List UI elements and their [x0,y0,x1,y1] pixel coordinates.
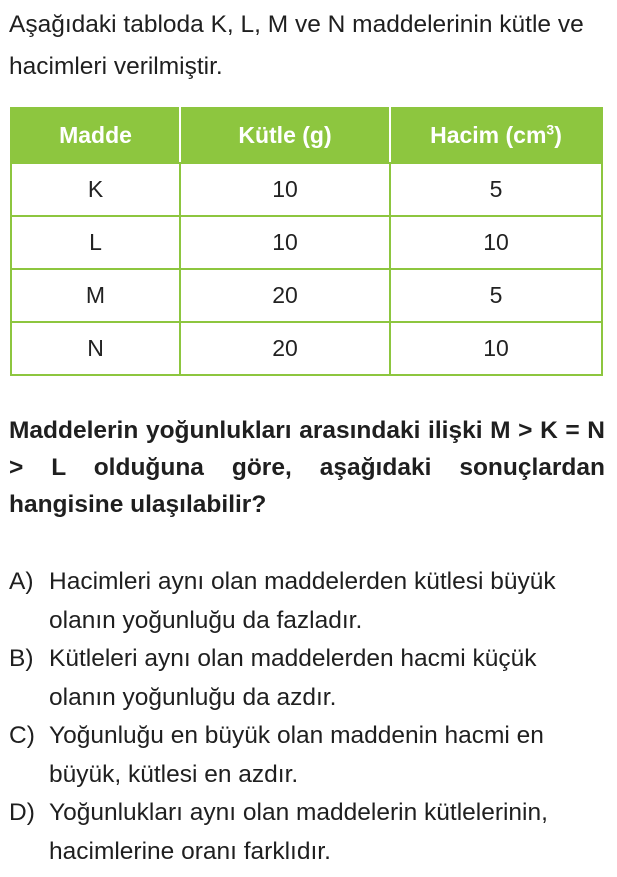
cell-hacim: 5 [390,163,602,216]
cell-madde: N [11,322,180,375]
cell-madde: L [11,216,180,269]
header-kutle: Kütle (g) [180,108,390,163]
option-b[interactable] [9,640,609,717]
cell-hacim: 10 [390,322,602,375]
option-c[interactable] [9,717,609,794]
cell-kutle: 20 [180,322,390,375]
option-letter: D) [9,799,35,826]
table-row [11,163,602,216]
table-header-row [11,108,602,163]
cell-madde: K [11,163,180,216]
option-letter: A) [9,568,34,595]
table-row [11,269,602,322]
option-text: Hacimleri aynı olan maddelerden kütlesi büyük olanın yoğunluğu da fazladır. [49,568,556,634]
header-hacim-label: Hacim (cm [430,122,547,148]
option-text: Yoğunluğu en büyük olan maddenin hacmi en büyük, kütlesi en azdır. [49,722,544,788]
option-letter: B) [9,645,34,672]
cell-hacim: 5 [390,269,602,322]
header-hacim-close: ) [554,122,562,148]
cell-hacim: 10 [390,216,602,269]
option-letter: C) [9,722,35,749]
question-text: Maddelerin yoğunlukları arasındaki ilişki M > K = N > L olduğuna göre, aşağıdaki sonuçlardan hangisine ulaşılabilir? [9,417,605,518]
option-d[interactable] [9,794,609,871]
option-text: Yoğunlukları aynı olan maddelerin kütlelerinin, hacimlerine oranı farklıdır. [49,799,548,865]
cell-madde: M [11,269,180,322]
header-hacim [390,108,602,163]
intro-text: Aşağıdaki tabloda K, L, M ve N maddelerinin kütle ve hacimleri verilmiştir. [9,11,584,80]
answer-options [9,563,609,871]
table-row [11,216,602,269]
cell-kutle: 20 [180,269,390,322]
header-hacim-exponent: 3 [546,121,555,138]
cell-kutle: 10 [180,216,390,269]
mass-volume-table [10,107,603,376]
header-madde: Madde [11,108,180,163]
option-text: Kütleleri aynı olan maddelerden hacmi küçük olanın yoğunluğu da azdır. [49,645,537,711]
option-a[interactable] [9,563,609,640]
table-row [11,322,602,375]
cell-kutle: 10 [180,163,390,216]
